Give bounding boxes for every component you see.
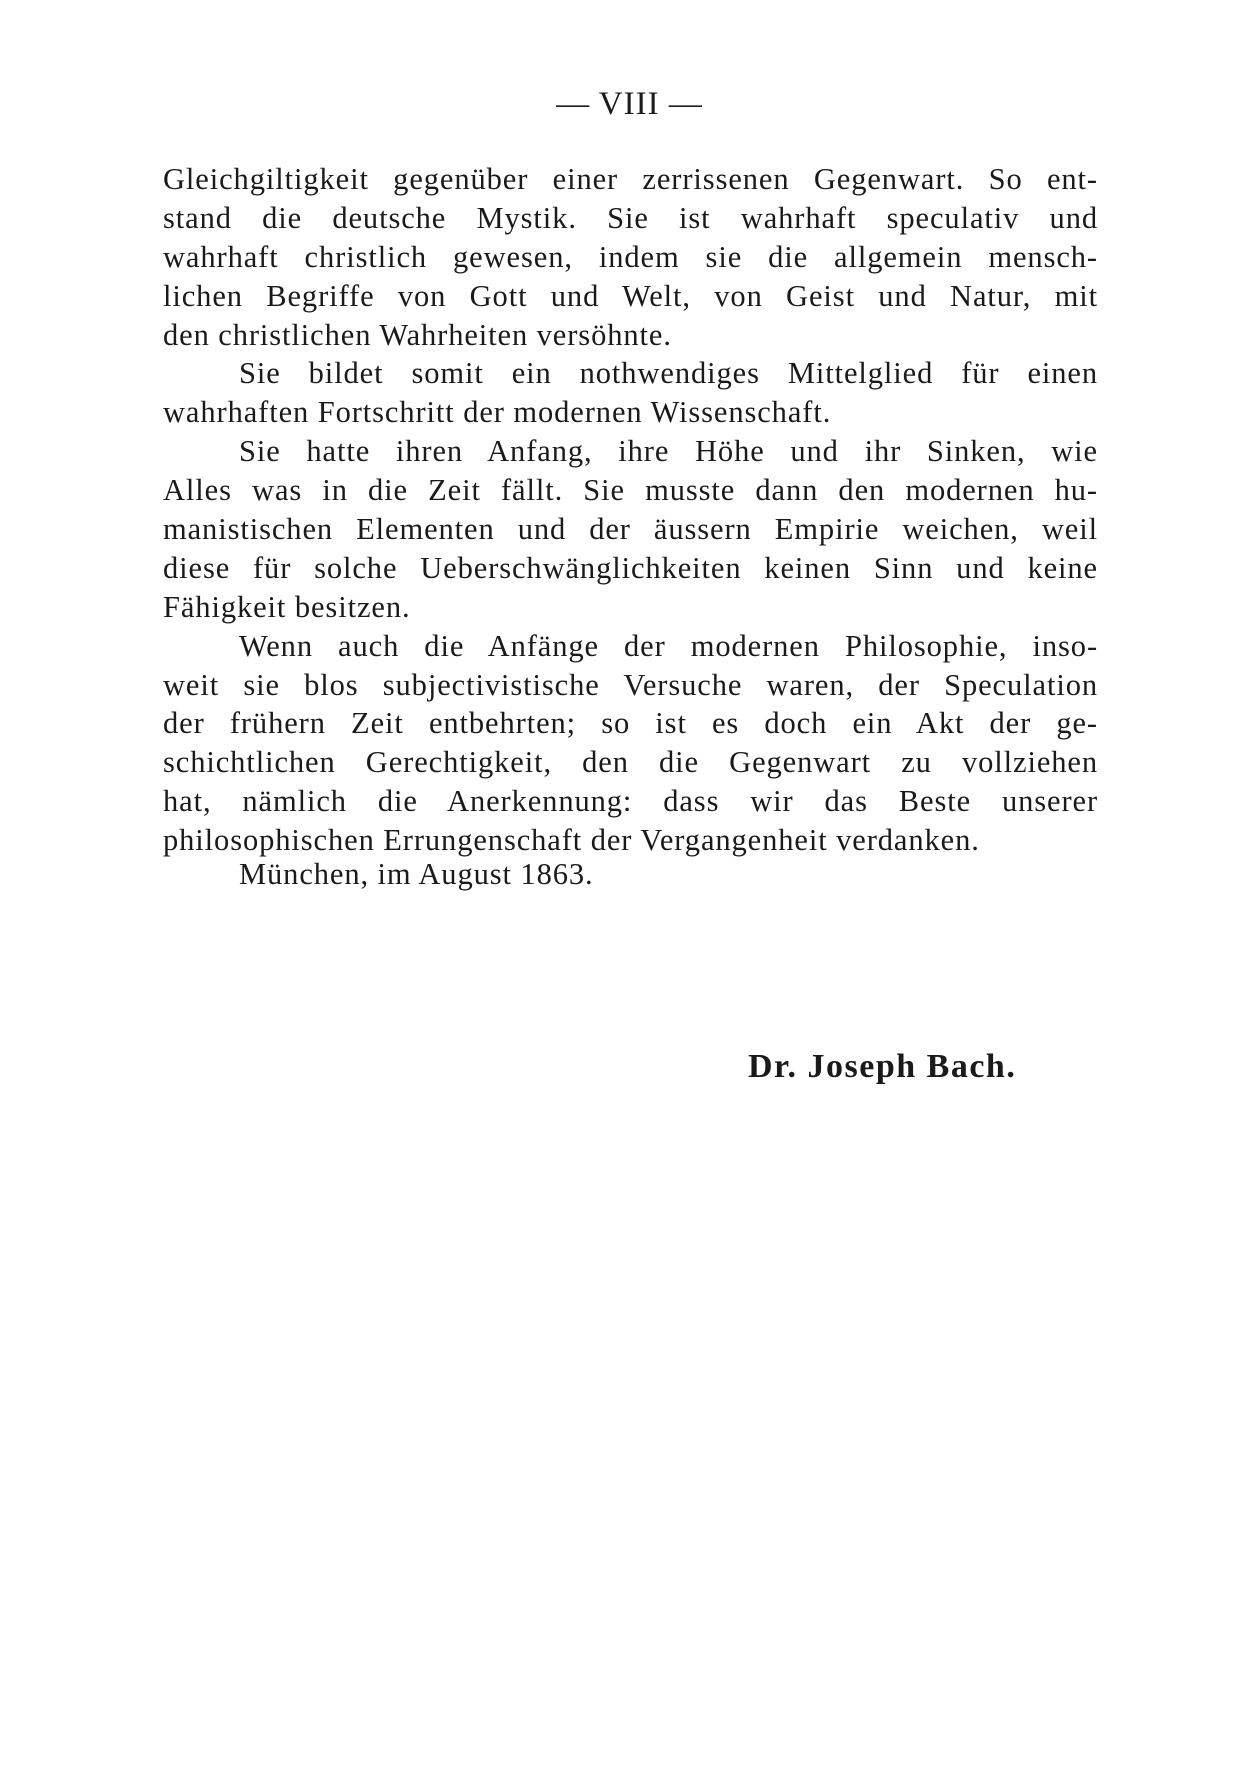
text-line: schichtlichen Gerechtigkeit, den die Gegenwart zu vollziehen [163, 745, 1098, 780]
body-text [163, 160, 1098, 860]
text-line: lichen Begriffe von Gott und Welt, von Geist und Natur, mit [163, 278, 1098, 313]
text-line: weit sie blos subjectivistische Versuche waren, der Speculation [163, 667, 1098, 702]
text-line: Gleichgiltigkeit gegenüber einer zerrissenen Gegenwart. So ent- [163, 162, 1098, 196]
text-line: wahrhaft christlich gewesen, indem sie die allgemein mensch- [163, 239, 1098, 274]
paragraph [163, 627, 1098, 860]
page-number: — VIII — [556, 86, 703, 122]
text-line: den christlichen Wahrheiten versöhnte. [163, 317, 672, 352]
text-line: philosophischen Errungenschaft der Vergangenheit verdanken. [163, 823, 980, 858]
text-line: Fähigkeit besitzen. [163, 589, 411, 624]
paragraph [163, 160, 1098, 354]
place-date: München, im August 1863. [239, 857, 594, 891]
text-line: hat, nämlich die Anerkennung: dass wir das Beste unserer [163, 784, 1098, 819]
text-line: Sie bildet somit ein nothwendiges Mittelglied für einen [239, 356, 1098, 391]
text-line: stand die deutsche Mystik. Sie ist wahrhaft speculativ und [163, 200, 1098, 235]
signature: Dr. Joseph Bach. [748, 1048, 1017, 1085]
text-line: Wenn auch die Anfänge der modernen Philosophie, inso- [239, 628, 1098, 663]
text-line: der frühern Zeit entbehrten; so ist es doch ein Akt der ge- [163, 706, 1098, 741]
text-line: wahrhaften Fortschritt der modernen Wissenschaft. [163, 395, 832, 430]
text-line: diese für solche Ueberschwänglichkeiten keinen Sinn und keine [163, 550, 1098, 585]
paragraph [163, 432, 1098, 626]
text-line: Alles was in die Zeit fällt. Sie musste dann den modernen hu- [163, 473, 1098, 508]
text-line: manistischen Elementen und der äussern Empirie weichen, weil [163, 512, 1098, 547]
text-line: Sie hatte ihren Anfang, ihre Höhe und ihr Sinken, wie [239, 434, 1098, 469]
paragraph [163, 354, 1098, 432]
